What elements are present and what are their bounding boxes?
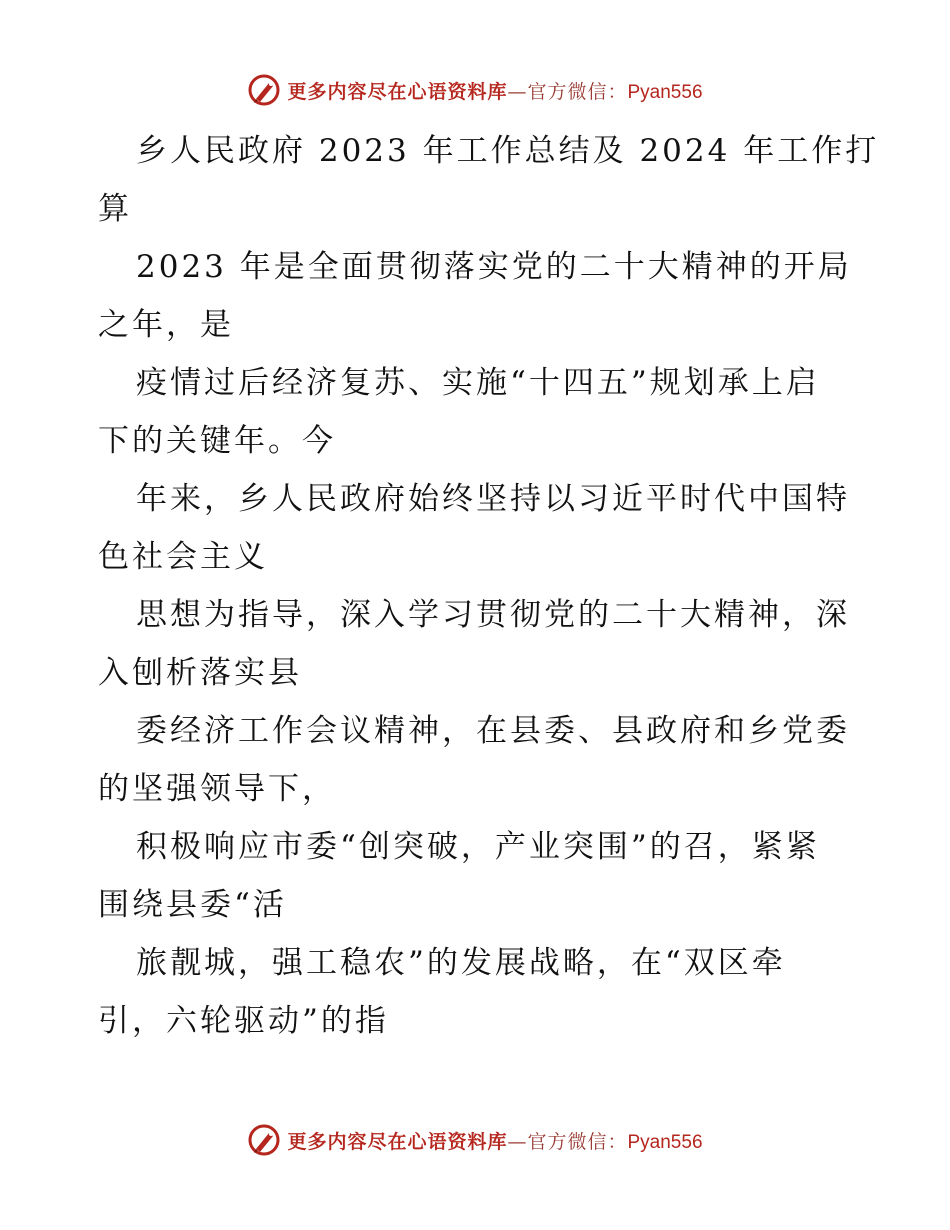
text-line: 乡人民政府 2023 年工作总结及 2024 年工作打	[136, 133, 880, 169]
watermark-header	[0, 70, 950, 110]
text-line: 下的关键年。今	[98, 423, 336, 459]
text-line: 之年，是	[98, 307, 234, 343]
watermark-sub: 官方微信：	[527, 80, 628, 103]
text-line: 入刨析落实县	[98, 655, 302, 691]
text-line: 算	[98, 191, 132, 227]
watermark-footer	[0, 1120, 950, 1160]
text-line: 色社会主义	[98, 539, 268, 575]
watermark-id: Pyan556	[627, 1131, 703, 1153]
text-line: 围绕县委“活	[98, 887, 287, 923]
text-line: 旅靓城，强工稳农”的发展战略，在“双区牵	[136, 945, 786, 981]
watermark-main: 更多内容尽在心语资料库	[287, 80, 508, 103]
watermark-id: Pyan556	[627, 81, 703, 103]
text-line: 思想为指导，深入学习贯彻党的二十大精神，深	[136, 597, 850, 633]
text-line: 年来，乡人民政府始终坚持以习近平时代中国特	[136, 481, 850, 517]
watermark-dash: —	[507, 80, 528, 103]
text-line: 的坚强领导下，	[98, 771, 336, 807]
pen-logo-icon	[247, 73, 281, 107]
watermark-dash: —	[507, 1130, 528, 1153]
document-body	[98, 122, 880, 1050]
text-line: 积极响应市委“创突破，产业突围”的召，紧紧	[136, 829, 820, 865]
watermark-text	[287, 77, 702, 104]
watermark-text	[287, 1127, 702, 1154]
text-line: 2023 年是全面贯彻落实党的二十大精神的开局	[136, 249, 852, 285]
text-line: 疫情过后经济复苏、实施“十四五”规划承上启	[136, 365, 820, 401]
watermark-sub: 官方微信：	[527, 1130, 628, 1153]
text-line: 委经济工作会议精神，在县委、县政府和乡党委	[136, 713, 850, 749]
watermark-main: 更多内容尽在心语资料库	[287, 1130, 508, 1153]
pen-logo-icon	[247, 1123, 281, 1157]
text-line: 引，六轮驱动”的指	[98, 1003, 389, 1039]
